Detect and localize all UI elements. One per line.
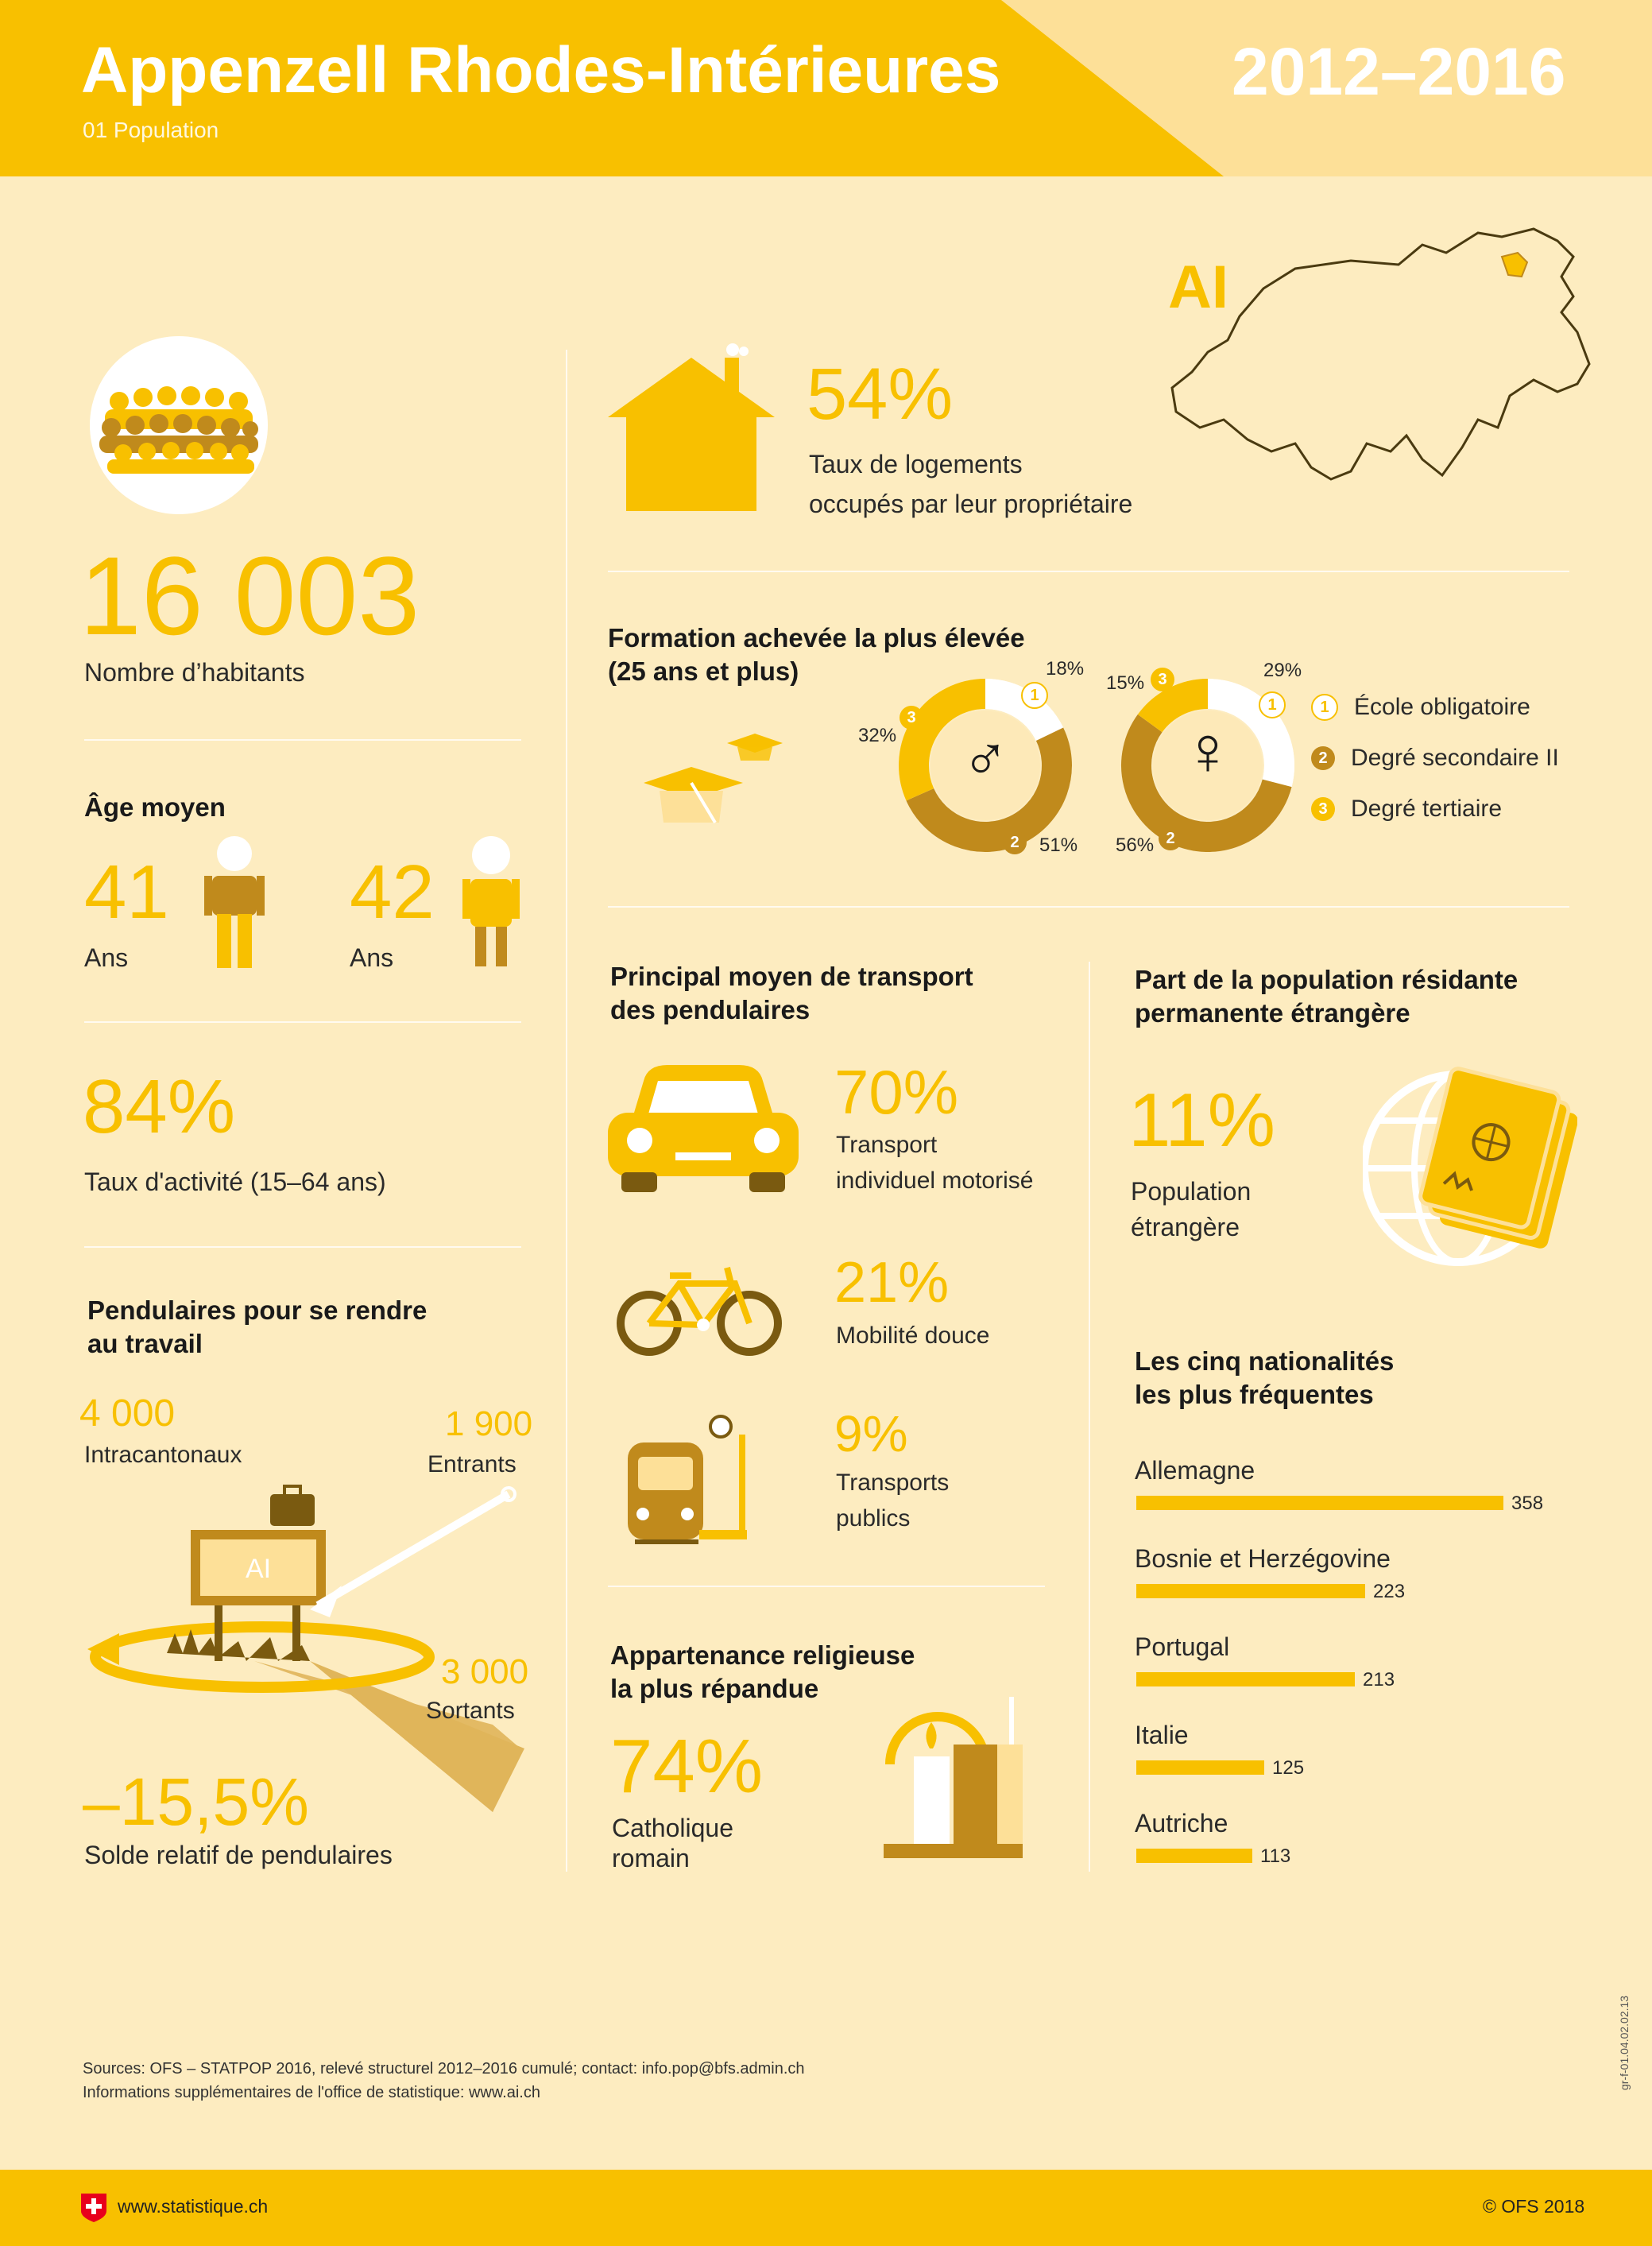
age-male-value: 41 [84, 850, 169, 935]
nationality-bar [1136, 1760, 1264, 1775]
nationality-bar [1136, 1672, 1355, 1686]
male-badge-3 [900, 706, 923, 730]
candle-books-icon [874, 1689, 1049, 1868]
nationality-value: 213 [1363, 1669, 1395, 1690]
legend-number: 1 [1259, 691, 1286, 718]
bicycle-icon [616, 1260, 783, 1359]
legend-number: 3 [900, 706, 923, 730]
activity-value: 84% [83, 1064, 236, 1149]
male-badge-1 [1021, 682, 1048, 709]
page-subtitle: 01 Population [83, 118, 219, 142]
age-female-value: 42 [350, 850, 435, 935]
education-legend [1311, 682, 1559, 835]
age-heading: Âge moyen [84, 792, 226, 822]
commuters-out-value: 3 000 [441, 1652, 529, 1691]
population-label: Nombre d’habitants [84, 658, 305, 687]
commuters-intra-label: Intracantonaux [84, 1442, 242, 1468]
education-male-p3: 32% [858, 725, 897, 746]
legend-label: Degré tertiaire [1351, 796, 1503, 822]
education-female-p2: 56% [1116, 835, 1155, 856]
education-female-p1: 29% [1263, 660, 1302, 681]
column-divider [1089, 962, 1090, 1872]
transport-bus-label-line1: Transports [836, 1470, 950, 1496]
education-heading-line1: Formation achevée la plus élevée [608, 623, 1025, 653]
population-value: 16 003 [79, 533, 420, 658]
nationality-value: 223 [1373, 1581, 1406, 1602]
page-title: Appenzell Rhodes-Intérieures [81, 34, 1001, 106]
commuters-heading-line2: au travail [87, 1329, 203, 1358]
divider [608, 571, 1569, 572]
passport-globe-icon [1363, 1057, 1577, 1272]
legend-number: 2 [1003, 831, 1027, 854]
education-male-symbol: ♂ [961, 723, 1009, 794]
nationality-name: Portugal [1135, 1632, 1230, 1661]
commuters-balance-value: –15,5% [83, 1764, 309, 1839]
footer-copyright: © OFS 2018 [1483, 2196, 1585, 2217]
female-badge-2 [1159, 827, 1182, 850]
divider [84, 1021, 521, 1023]
legend-number: 1 [1311, 694, 1338, 721]
map-canton-label: AI [1168, 254, 1228, 321]
nationality-bar [1136, 1584, 1365, 1598]
footer-info: Informations supplémentaires de l'office de statistique: www.ai.ch [83, 2084, 540, 2101]
legend-number: 3 [1151, 668, 1174, 691]
legend-number: 1 [1021, 682, 1048, 709]
nationality-bar [1136, 1849, 1252, 1863]
education-female-p3: 15% [1106, 672, 1145, 694]
legend-item [1311, 733, 1559, 784]
nationality-value: 358 [1511, 1493, 1544, 1514]
transport-car-label-line1: Transport [836, 1132, 938, 1158]
legend-item [1311, 682, 1559, 733]
housing-label-line2: occupés par leur propriétaire [809, 490, 1133, 518]
transport-bike-label: Mobilité douce [836, 1322, 990, 1349]
foreign-value: 11% [1128, 1078, 1276, 1163]
transport-bike-value: 21% [834, 1251, 950, 1315]
footer-sources: Sources: OFS – STATPOP 2016, relevé structurel 2012–2016 cumulé; contact: info.pop@bfs.admin.ch [83, 2060, 805, 2078]
column-divider [566, 350, 567, 1872]
activity-label: Taux d'activité (15–64 ans) [84, 1168, 386, 1196]
female-badge-3 [1151, 668, 1174, 691]
graduation-cap-icon [636, 719, 795, 838]
transport-heading-line2: des pendulaires [610, 995, 811, 1024]
transport-bus-label-line2: publics [836, 1505, 911, 1532]
man-icon [203, 835, 266, 970]
legend-label: École obligatoire [1354, 694, 1530, 720]
years-label: 2012–2016 [1232, 34, 1566, 109]
divider [84, 739, 521, 741]
education-female-symbol: ♀ [1182, 713, 1234, 789]
divider [84, 1246, 521, 1248]
nationality-name: Bosnie et Herzégovine [1135, 1544, 1391, 1573]
religion-value: 74% [610, 1724, 764, 1809]
house-icon [604, 342, 779, 513]
side-code: gr-f-01.04.02.02.13 [1618, 1995, 1631, 2090]
education-heading-line2: (25 ans et plus) [608, 656, 799, 686]
transport-heading-line1: Principal moyen de transport [610, 962, 973, 991]
bus-stop-icon [624, 1411, 759, 1546]
commuters-intra-value: 4 000 [79, 1392, 176, 1435]
commuters-out-label: Sortants [426, 1698, 515, 1724]
nationalities-heading-line2: les plus fréquentes [1135, 1380, 1374, 1409]
nationalities-heading-line1: Les cinq nationalités [1135, 1346, 1395, 1376]
legend-label: Degré secondaire II [1351, 745, 1559, 771]
footer-url[interactable]: www.statistique.ch [118, 2196, 269, 2217]
legend-number: 2 [1159, 827, 1182, 850]
housing-label-line1: Taux de logements [809, 450, 1023, 478]
female-badge-1 [1259, 691, 1286, 718]
foreign-heading-line2: permanente étrangère [1135, 998, 1410, 1028]
religion-heading-line1: Appartenance religieuse [610, 1640, 915, 1670]
religion-label-line1: Catholique [612, 1814, 733, 1842]
commuters-sign-label: AI [245, 1554, 272, 1584]
commuters-in-value: 1 900 [445, 1404, 533, 1443]
legend-number: 2 [1311, 746, 1335, 770]
nationality-value: 125 [1272, 1757, 1305, 1779]
crowd-icon [87, 334, 270, 517]
foreign-label-line1: Population [1131, 1177, 1252, 1206]
nationality-name: Autriche [1135, 1809, 1228, 1837]
education-male-p1: 18% [1046, 658, 1085, 680]
nationality-bar [1136, 1496, 1503, 1510]
transport-car-label-line2: individuel motorisé [836, 1168, 1034, 1194]
car-icon [604, 1061, 803, 1196]
nationality-name: Italie [1135, 1721, 1189, 1749]
education-male-p2: 51% [1039, 835, 1078, 856]
commuters-balance-label: Solde relatif de pendulaires [84, 1841, 393, 1869]
commuters-heading-line1: Pendulaires pour se rendre [87, 1295, 428, 1325]
commuters-in-label: Entrants [428, 1451, 516, 1477]
divider [608, 906, 1569, 908]
legend-item [1311, 784, 1559, 835]
nationality-value: 113 [1260, 1845, 1291, 1867]
transport-bus-value: 9% [834, 1405, 908, 1462]
legend-number: 3 [1311, 797, 1335, 821]
age-female-unit: Ans [350, 943, 394, 972]
switzerland-map-icon [1160, 213, 1605, 507]
foreign-label-line2: étrangère [1131, 1213, 1240, 1241]
woman-icon [459, 835, 523, 970]
foreign-heading-line1: Part de la population résidante [1135, 965, 1519, 994]
age-male-unit: Ans [84, 943, 129, 972]
swiss-flag-icon [81, 2194, 106, 2222]
religion-heading-line2: la plus répandue [610, 1674, 819, 1703]
nationality-name: Allemagne [1135, 1456, 1255, 1485]
transport-car-value: 70% [834, 1057, 959, 1127]
housing-value: 54% [807, 354, 954, 435]
divider [608, 1586, 1045, 1587]
male-badge-2 [1003, 831, 1027, 854]
religion-label-line2: romain [612, 1844, 690, 1872]
